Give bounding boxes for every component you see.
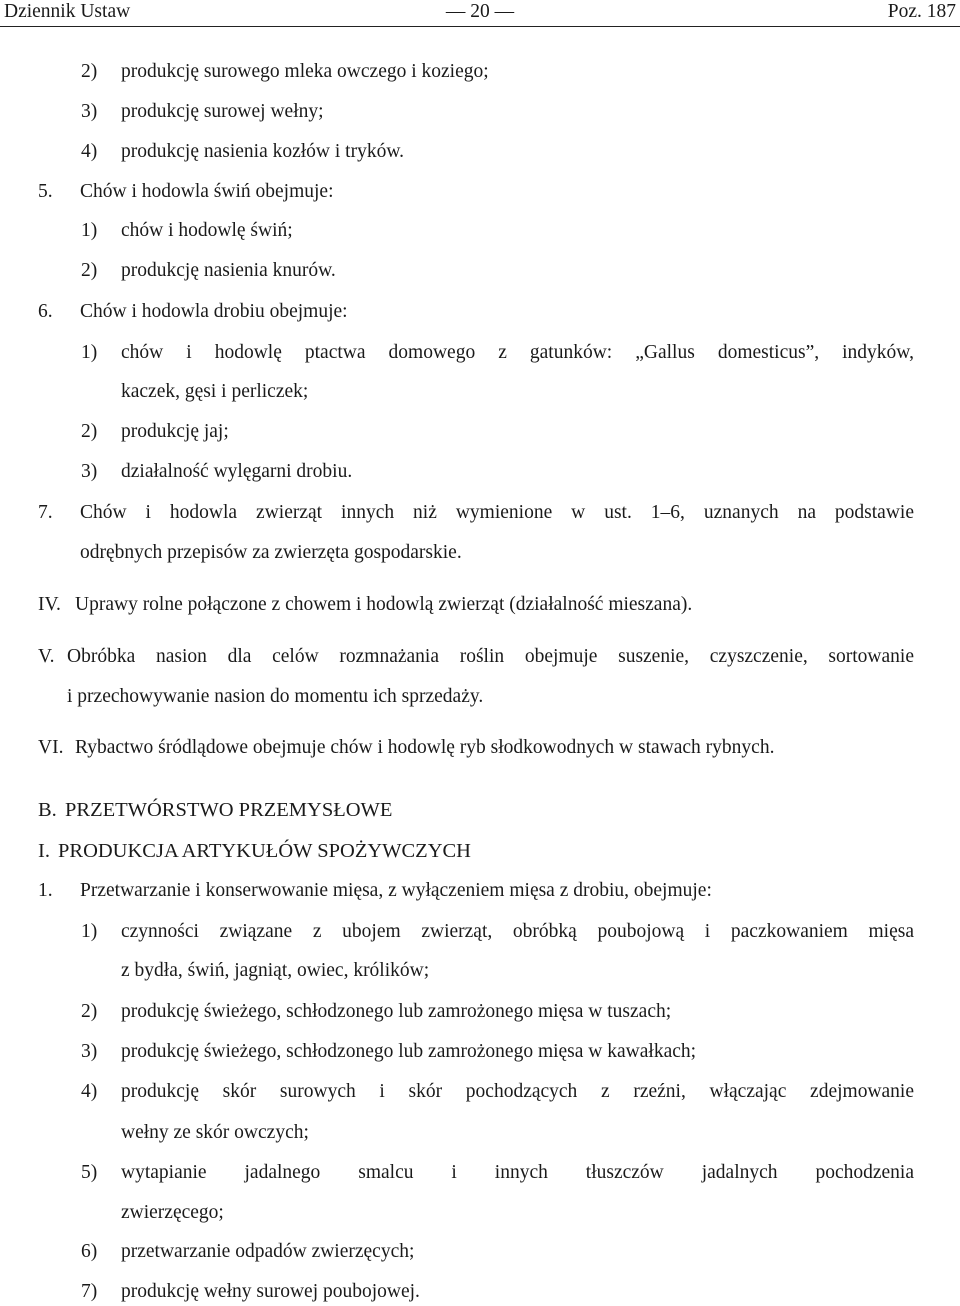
item-text: wełny ze skór owczych; (121, 1122, 309, 1143)
item-position: Poz. 187 (887, 1, 956, 22)
item-number: 7) (81, 1281, 98, 1302)
item-text: działalność wylęgarni drobiu. (121, 461, 353, 482)
item-number: 3) (81, 1041, 98, 1062)
section-text: Chów i hodowla drobiu obejmuje: (80, 301, 348, 322)
heading-number: I. (38, 840, 50, 862)
section-number: 5. (38, 181, 53, 202)
heading-text: PRZETWÓRSTWO PRZEMYSŁOWE (65, 799, 393, 821)
item-text: produkcję nasienia knurów. (121, 260, 336, 281)
item-text: czynności związane z ubojem zwierząt, obróbką poubojową i paczkowaniem mięsa (121, 921, 914, 942)
page-number: — 20 — (445, 1, 515, 22)
item-number: 3) (81, 101, 98, 122)
item-text: produkcję nasienia kozłów i tryków. (121, 141, 405, 162)
section-text: Przetwarzanie i konserwowanie mięsa, z wyłączeniem mięsa z drobiu, obejmuje: (80, 880, 712, 901)
section-number: VI. (38, 737, 64, 758)
item-number: 2) (81, 260, 98, 281)
section-text: Obróbka nasion dla celów rozmnażania roślin obejmuje suszenie, czyszczenie, sortowanie (67, 646, 914, 667)
item-text: wytapianie jadalnego smalcu i innych tłuszczów jadalnych pochodzenia (121, 1162, 914, 1183)
item-text: chów i hodowlę ptactwa domowego z gatunków: „Gallus domesticus”, indyków, (121, 342, 914, 363)
item-number: 1) (81, 342, 98, 363)
item-text: z bydła, świń, jagniąt, owiec, królików; (121, 960, 430, 981)
heading-number: B. (38, 799, 57, 821)
item-text: kaczek, gęsi i perliczek; (121, 381, 309, 402)
section-number: 1. (38, 880, 53, 901)
item-text: zwierzęcego; (121, 1202, 224, 1223)
section-text: Chów i hodowla świń obejmuje: (80, 181, 334, 202)
item-number: 1) (81, 220, 98, 241)
section-text: Uprawy rolne połączone z chowem i hodowlą zwierząt (działalność mieszana). (75, 594, 693, 615)
item-number: 4) (81, 141, 98, 162)
section-text: Rybactwo śródlądowe obejmuje chów i hodowlę ryb słodkowodnych w stawach rybnych. (75, 737, 775, 758)
item-text: przetwarzanie odpadów zwierzęcych; (121, 1241, 415, 1262)
heading-text: PRODUKCJA ARTYKUŁÓW SPOŻYWCZYCH (58, 840, 471, 862)
item-text: chów i hodowlę świń; (121, 220, 293, 241)
item-number: 4) (81, 1081, 98, 1102)
item-number: 6) (81, 1241, 98, 1262)
section-text: Chów i hodowla zwierząt innych niż wymienione w ust. 1–6, uznanych na podstawie (80, 502, 914, 523)
item-text: produkcję skór surowych i skór pochodzących z rzeźni, włączając zdejmowanie (121, 1081, 914, 1102)
item-text: produkcję surowej wełny; (121, 101, 324, 122)
item-number: 2) (81, 61, 98, 82)
section-number: V. (38, 646, 55, 667)
item-number: 5) (81, 1162, 98, 1183)
item-text: produkcję świeżego, schłodzonego lub zamrożonego mięsa w kawałkach; (121, 1041, 697, 1062)
section-number: IV. (38, 594, 61, 615)
item-number: 2) (81, 421, 98, 442)
item-text: produkcję surowego mleka owczego i koziego; (121, 61, 489, 82)
item-text: produkcję świeżego, schłodzonego lub zamrożonego mięsa w tuszach; (121, 1001, 672, 1022)
item-number: 2) (81, 1001, 98, 1022)
section-text: odrębnych przepisów za zwierzęta gospodarskie. (80, 542, 462, 563)
item-text: produkcję wełny surowej poubojowej. (121, 1281, 420, 1302)
item-number: 1) (81, 921, 98, 942)
item-number: 3) (81, 461, 98, 482)
item-text: produkcję jaj; (121, 421, 229, 442)
section-number: 7. (38, 502, 53, 523)
page-header (0, 0, 960, 27)
journal-title: Dziennik Ustaw (4, 1, 131, 22)
section-text: i przechowywanie nasion do momentu ich sprzedaży. (67, 686, 484, 707)
section-number: 6. (38, 301, 53, 322)
